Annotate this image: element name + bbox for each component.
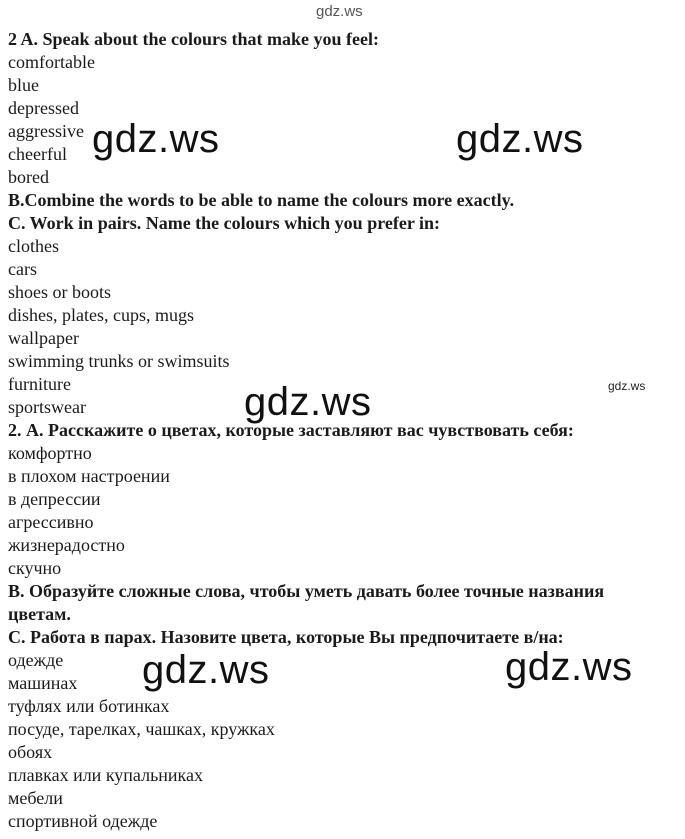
feeling-item: comfortable	[8, 52, 95, 72]
preference-item-ru: спортивной одежде	[8, 811, 158, 831]
feeling-item-ru: скучно	[8, 558, 62, 578]
task-b-heading: B.Combine the words to be able to name the colours more exactly.	[8, 190, 515, 210]
preference-item-ru: туфлях или ботинках	[8, 696, 170, 716]
task-b-heading-ru: В. Образуйте сложные слова, чтобы уметь давать более точные названия	[8, 581, 605, 601]
preference-item-ru: машинах	[8, 673, 78, 693]
feeling-item-ru: в депрессии	[8, 489, 101, 509]
preference-item-ru: одежде	[8, 650, 64, 670]
preference-item: furniture	[8, 374, 71, 394]
feeling-item: depressed	[8, 98, 79, 118]
preference-item-ru: обоях	[8, 742, 53, 762]
watermark: gdz.ws	[505, 645, 633, 689]
feeling-item-ru: агрессивно	[8, 512, 94, 532]
task-b-heading-ru-cont: цветам.	[8, 604, 71, 624]
preference-item: swimming trunks or swimsuits	[8, 351, 230, 371]
feeling-item-ru: в плохом настроении	[8, 466, 170, 486]
feeling-item: blue	[8, 75, 39, 95]
task-a-heading-ru: 2. А. Расскажите о цветах, которые заставляют вас чувствовать себя:	[8, 420, 574, 440]
preference-item: cars	[8, 259, 37, 279]
task-c-heading-ru: С. Работа в парах. Назовите цвета, которые Вы предпочитаете в/на:	[8, 627, 564, 647]
feeling-item: aggressive	[8, 121, 84, 141]
watermark-top: gdz.ws	[316, 3, 363, 20]
watermark: gdz.ws	[244, 380, 372, 424]
preference-item-ru: мебели	[8, 788, 63, 808]
feeling-item-ru: комфортно	[8, 443, 92, 463]
task-c-heading: C. Work in pairs. Name the colours which you prefer in:	[8, 213, 441, 233]
feeling-item-ru: жизнерадостно	[8, 535, 125, 555]
preference-item-ru: плавках или купальниках	[8, 765, 204, 785]
preference-item: sportswear	[8, 397, 86, 417]
watermark: gdz.ws	[456, 117, 584, 161]
preference-item: shoes or boots	[8, 282, 111, 302]
preference-item: clothes	[8, 236, 59, 256]
preference-item: wallpaper	[8, 328, 79, 348]
preference-item: dishes, plates, cups, mugs	[8, 305, 194, 325]
feeling-item: cheerful	[8, 144, 67, 164]
task-a-heading: 2 A. Speak about the colours that make you feel:	[8, 29, 380, 49]
watermark: gdz.ws	[92, 117, 220, 161]
watermark-small: gdz.ws	[608, 379, 646, 393]
watermark: gdz.ws	[142, 648, 270, 692]
preference-item-ru: посуде, тарелках, чашках, кружках	[8, 719, 275, 739]
feeling-item: bored	[8, 167, 49, 187]
